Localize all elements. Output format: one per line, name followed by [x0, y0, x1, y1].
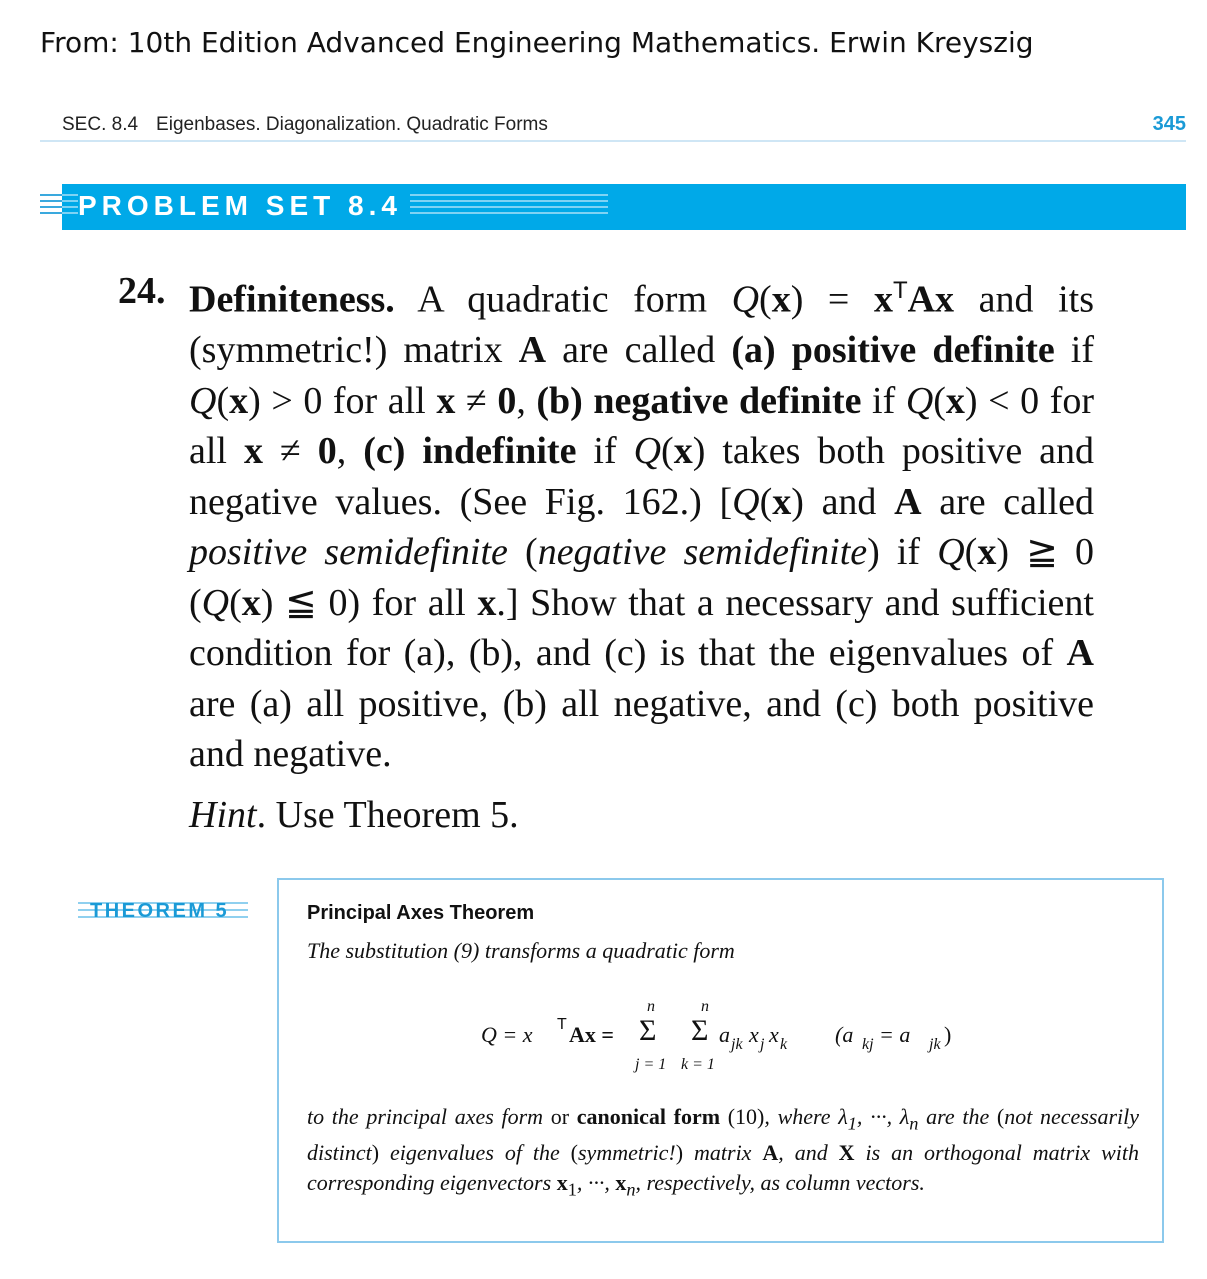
hint-text: . Use Theorem 5. — [256, 793, 519, 836]
problem-lead: Definiteness. — [189, 278, 395, 321]
section-number: SEC. 8.4 — [62, 114, 139, 135]
formula-lhs: Q = x — [481, 1022, 533, 1047]
theorem-box — [277, 878, 1164, 1243]
problem-hint — [189, 790, 1094, 841]
problem-number: 24. — [118, 270, 166, 312]
running-head — [40, 110, 1186, 142]
theorem-conclusion: to the principal axes form or canonical form (10), where $\lambda_1$, ···, $\lambda_n$ are the (not necessarily distinct) eigenvalues of the (symmetric!) matrix A, and X is an orthogonal matrix with corresponding eigenvectors $x_1$, ···, $x_n$, respectively, as column vectors. — [307, 1104, 1140, 1200]
formula-var1-sub: j — [760, 1036, 765, 1053]
theorem-label — [78, 900, 248, 922]
formula-var2-sub: k — [780, 1036, 788, 1053]
theorem-formula — [279, 880, 1166, 1080]
problem-24 — [118, 266, 1094, 840]
theorem-intro: The substitution (9) transforms a quadratic form — [307, 938, 735, 963]
sum-symbol-j: Σ — [639, 1014, 657, 1047]
formula-transpose: T — [557, 1016, 567, 1033]
page-number: 345 — [1152, 113, 1186, 135]
theorem-title: Principal Axes Theorem — [307, 902, 535, 924]
formula-condition-sub2: jk — [929, 1036, 941, 1053]
problem-text: Definiteness. A quadratic form $Q(x) = x^TAx$ and its (symmetric!) matrix A are called (a) positive definite if Q(x) > 0 for all x ≠ 0, (b) negative definite if Q(x) < 0 for all x ≠ 0, (c) indefinite if Q(x) takes both positive and negative values. (See Fig. 162.) [Q(x) and A are called positive semidefinite (negative semidefinite) if Q(x) ≧ 0 (Q(x) ≦ 0) for all x.] Show that a necessary and sufficient condition for (a), (b), and (c) is that the eigenvalues of A are (a) all positive, (b) all negative, and (c) both positive and negative. — [189, 277, 1095, 776]
formula-condition-eq: = a — [879, 1022, 911, 1047]
formula-upper-limit-j: n — [647, 998, 655, 1015]
formula-condition-sub1: kj — [862, 1036, 874, 1053]
running-head-section — [62, 114, 548, 136]
source-note: From: 10th Edition Advanced Engineering Mathematics. Erwin Kreyszig — [40, 26, 1034, 59]
formula-condition: (a — [835, 1022, 854, 1047]
formula-condition-close: ) — [944, 1022, 952, 1047]
section-title: Eigenbases. Diagonalization. Quadratic Forms — [156, 114, 548, 135]
formula-lower-limit-k: k = 1 — [681, 1056, 715, 1073]
problem-set-rule-lines — [40, 194, 64, 216]
formula-lower-limit-j: j = 1 — [635, 1056, 667, 1073]
formula-summand-sub: jk — [731, 1036, 743, 1053]
formula-rhs: Ax = — [569, 1022, 614, 1047]
formula-var2: x — [769, 1022, 779, 1047]
problem-set-banner — [62, 184, 1186, 230]
hint-label: Hint — [189, 793, 257, 836]
formula-summand: a — [719, 1022, 730, 1047]
theorem-label-text: THEOREM 5 — [90, 900, 230, 922]
formula-upper-limit-k: n — [701, 998, 709, 1015]
formula-var1: x — [749, 1022, 759, 1047]
sum-symbol-k: Σ — [691, 1014, 709, 1047]
problem-set-title: PROBLEM SET 8.4 — [78, 190, 410, 222]
